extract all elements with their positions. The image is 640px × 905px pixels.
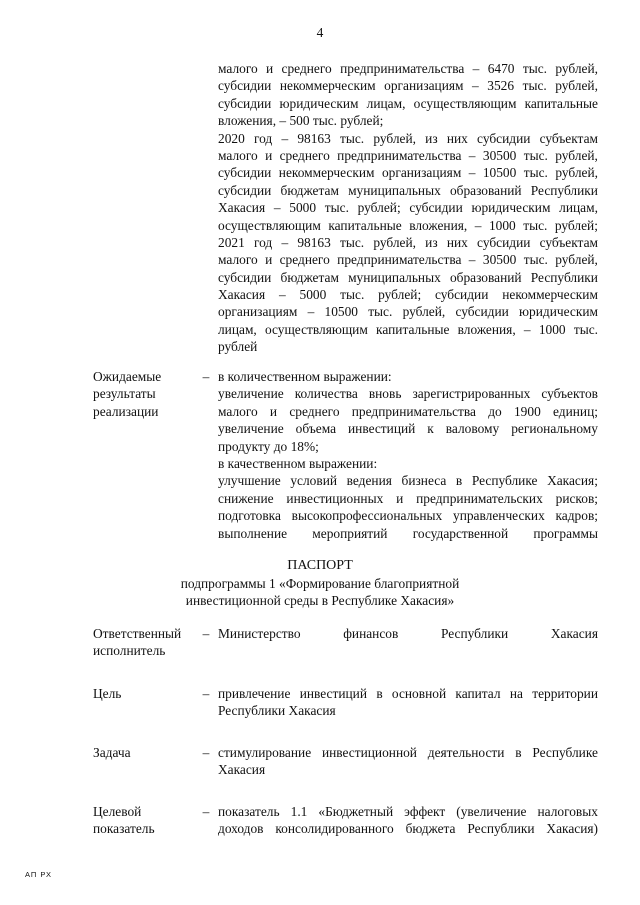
text-line: снижение инвестиционных и предпринимательских рисков; xyxy=(218,490,598,506)
text-line: организациям – 10500 тыс. рублей, субсидии юридическим xyxy=(218,304,598,320)
text-line: Министерство финансов Республики Хакасия xyxy=(218,626,598,641)
text-line: Хакасия xyxy=(218,762,266,778)
task-text xyxy=(218,744,598,779)
target-dash: – xyxy=(202,804,210,819)
text-line: увеличение количества вновь зарегистрированных субъектов xyxy=(218,386,598,402)
text-line: субсидии бюджетам муниципальных образований Республики xyxy=(218,182,598,198)
label-line: результаты xyxy=(93,386,156,402)
text-line: Хакасия – 5000 тыс. рублей; субсидии некоммерческим xyxy=(218,287,598,303)
label-line: Задача xyxy=(93,745,131,760)
passport-heading: ПАСПОРТ xyxy=(287,558,353,573)
footer-mark: АП РХ xyxy=(25,870,53,879)
text-line: выполнение мероприятий государственной программы xyxy=(218,525,598,541)
label-line: Ожидаемые xyxy=(93,369,162,384)
text-line: привлечение инвестиций в основной капитал на территории xyxy=(218,686,598,701)
text-line: вложения, – 500 тыс. рублей; xyxy=(218,113,384,129)
text-line: в количественном выражении: xyxy=(218,369,392,384)
text-line: субсидии бюджетам муниципальных образований Республики xyxy=(218,269,598,285)
text-line: малого и среднего предпринимательства – 30500 тыс. рублей, xyxy=(218,252,598,268)
text-line: доходов консолидированного бюджета Республики Хакасия) xyxy=(218,821,598,837)
text-line: малого и среднего предпринимательства до 1900 единиц; xyxy=(218,403,598,419)
text-line: 2021 год – 98163 тыс. рублей, из них субсидии субъектам xyxy=(218,234,598,250)
expected-results-label xyxy=(93,368,203,420)
text-line: субсидии некоммерческим организациям – 3526 тыс. рублей, xyxy=(218,78,598,94)
goal-text xyxy=(218,685,598,720)
text-line: продукту до 18%; xyxy=(218,438,319,454)
label-line: реализации xyxy=(93,403,159,419)
text-line: увеличение объема инвестиций к валовому региональному xyxy=(218,421,598,437)
text-line: улучшение условий ведения бизнеса в Республике Хакасия; xyxy=(218,473,598,489)
target-text xyxy=(218,803,598,838)
expected-results-text xyxy=(218,368,598,542)
text-line: рублей xyxy=(218,339,258,355)
label-line: Целевой xyxy=(93,804,142,819)
text-line: малого и среднего предпринимательства – 30500 тыс. рублей, xyxy=(218,147,598,163)
expected-results-dash: – xyxy=(202,369,210,384)
text-line: осуществляющим капитальные вложения, – 1000 тыс. рублей; xyxy=(218,217,598,233)
target-label xyxy=(93,803,203,838)
responsible-text xyxy=(218,625,598,642)
goal-dash: – xyxy=(202,686,210,701)
text-line: малого и среднего предпринимательства – 6470 тыс. рублей, xyxy=(218,61,598,76)
text-line: 2020 год – 98163 тыс. рублей, из них субсидии субъектам xyxy=(218,130,598,146)
text-line: подготовка высокопрофессиональных управленческих кадров; xyxy=(218,508,598,524)
label-line: исполнитель xyxy=(93,643,166,659)
page-number: 4 xyxy=(316,25,324,40)
text-line: лицам, осуществляющим капитальные вложения, – 1000 тыс. xyxy=(218,321,598,337)
responsible-dash: – xyxy=(202,626,210,641)
responsible-label xyxy=(93,625,203,660)
text-line: в качественном выражении: xyxy=(218,455,378,471)
text-line: субсидии юридическим лицам, осуществляющим капитальные xyxy=(218,95,598,111)
text-line: Хакасия – 5000 тыс. рублей; субсидии юридическим лицам, xyxy=(218,200,598,216)
goal-label xyxy=(93,685,203,702)
text-line: показатель 1.1 «Бюджетный эффект (увеличение налоговых xyxy=(218,804,598,819)
text-line: стимулирование инвестиционной деятельности в Республике xyxy=(218,745,598,760)
task-dash: – xyxy=(202,745,210,760)
text-line: субсидии некоммерческим организациям – 10500 тыс. рублей, xyxy=(218,165,598,181)
task-label xyxy=(93,744,203,761)
passport-subtitle-line-2: инвестиционной среды в Республике Хакасия» xyxy=(185,593,455,608)
passport-subtitle-line-1: подпрограммы 1 «Формирование благоприятной xyxy=(180,576,460,591)
funding-block xyxy=(218,60,598,356)
text-line: Республики Хакасия xyxy=(218,703,336,719)
label-line: Ответственный xyxy=(93,626,182,641)
label-line: Цель xyxy=(93,686,122,701)
label-line: показатель xyxy=(93,821,155,837)
